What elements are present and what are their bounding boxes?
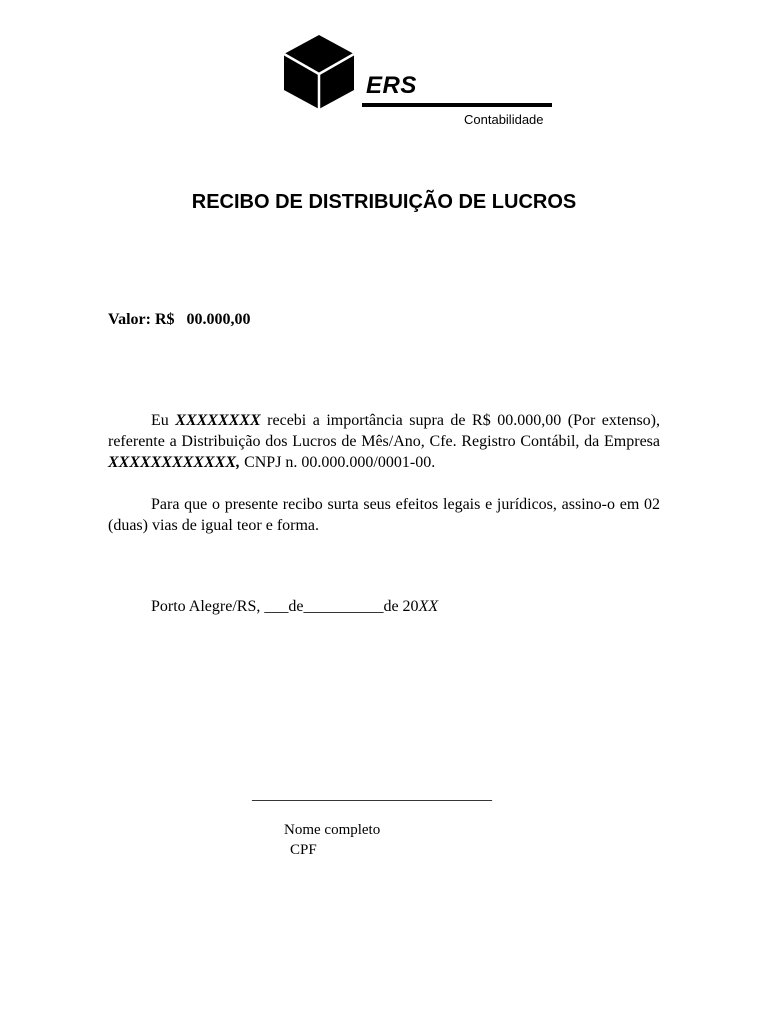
company-name: XXXXXXXXXXXX, <box>108 454 241 471</box>
logo-rule <box>362 103 552 107</box>
isometric-cube-icon <box>283 34 355 110</box>
receipt-paragraph <box>108 410 660 473</box>
date-year: XX <box>418 598 439 615</box>
valor-line <box>108 311 251 329</box>
date-line <box>151 598 438 616</box>
valor-label: Valor: R$ <box>108 311 175 328</box>
valor-amount: 00.000,00 <box>186 311 251 328</box>
date-blank: __________ <box>303 598 384 615</box>
logo-subtitle: Contabilidade <box>464 112 544 127</box>
signature-line: ______________________________ <box>252 786 492 803</box>
company-logo <box>283 34 555 127</box>
signature-name-label: Nome completo <box>284 822 381 838</box>
date-city: Porto Alegre/RS, ___ <box>151 598 289 615</box>
legal-paragraph: Para que o presente recibo surta seus efeitos legais e jurídicos, assino-o em 02 (duas) vias de igual teor e forma. <box>108 496 660 534</box>
recipient-name: XXXXXXXX <box>175 412 261 429</box>
date-de-1: de <box>288 598 304 615</box>
paragraph-suffix: CNPJ n. 00.000.000/0001-00. <box>240 454 436 471</box>
paragraph-middle: recebi a importância supra de R$ 00.000,00 (Por extenso), referente a Distribuição dos Lucros de Mês/Ano, Cfe. Registro Contábil, da Empresa <box>108 412 660 450</box>
date-de-2: de 20 <box>383 598 419 615</box>
document-title: RECIBO DE DISTRIBUIÇÃO DE LUCROS <box>191 191 577 213</box>
paragraph-prefix: Eu <box>151 412 176 429</box>
signature-cpf-label: CPF <box>290 842 317 858</box>
logo-brand-text: ERS <box>366 72 417 99</box>
